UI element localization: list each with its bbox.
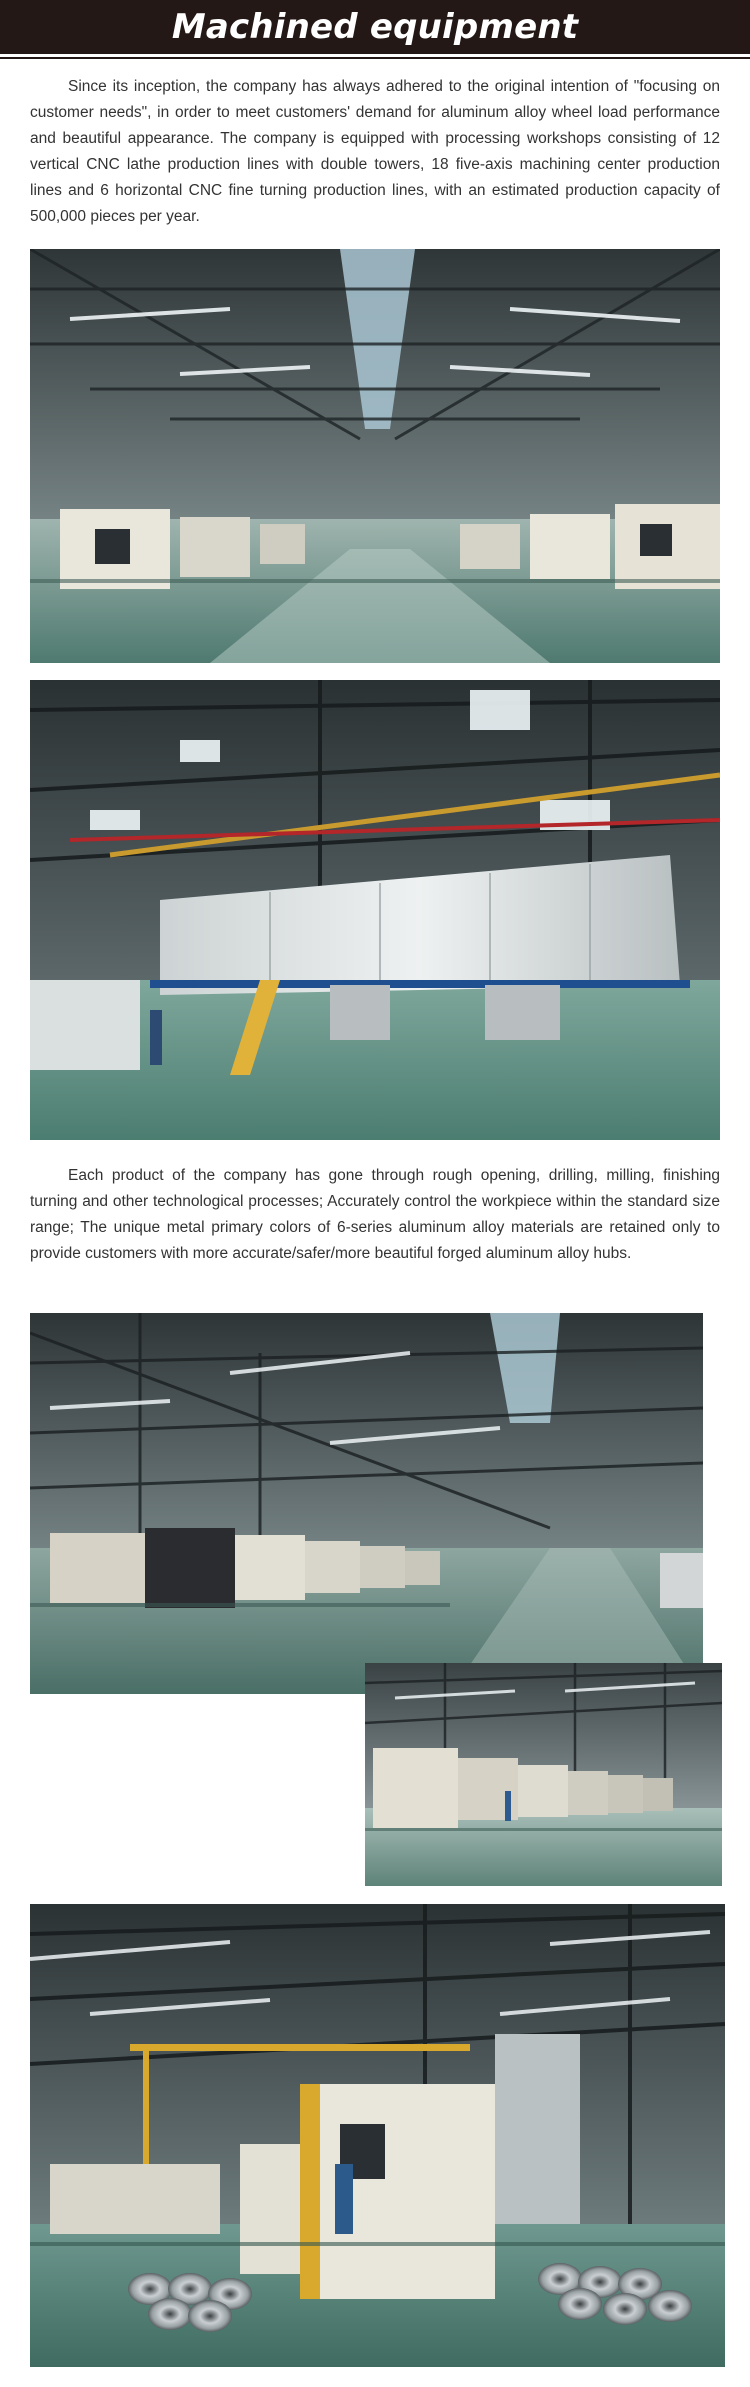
workshop-photo-cnc-centers [30, 249, 720, 663]
intro-paragraph: Since its inception, the company has always adhered to the original intention of "focusing on customer needs", in order to meet customers' demand for aluminum alloy wheel load performance and beautiful appearance. The company is equipped with processing workshops consisting of 12 vertical CNC lathe production lines with double towers, 18 five-axis machining center production lines and 6 horizontal CNC fine turning production lines, with an estimated production capacity of 500,000 pieces per year. [30, 78, 720, 225]
workshop-photo-wheel-machining [30, 1904, 725, 2367]
workshop-photo-horizontal-lathes [30, 1313, 703, 1694]
workshop-photo-lathe-inset [365, 1663, 722, 1886]
title-bar [0, 0, 750, 54]
workshop-photo-enclosure-line [30, 680, 720, 1140]
page-title: Machined equipment [171, 7, 579, 47]
header-divider-line [0, 57, 750, 59]
process-paragraph: Each product of the company has gone through rough opening, drilling, milling, finishing turning and other technological processes; Accurately control the workpiece within the standard size range; The unique metal primary colors of 6-series aluminum alloy materials are retained only to provide customers with more accurate/safer/more beautiful forged aluminum alloy hubs. [30, 1167, 720, 1262]
